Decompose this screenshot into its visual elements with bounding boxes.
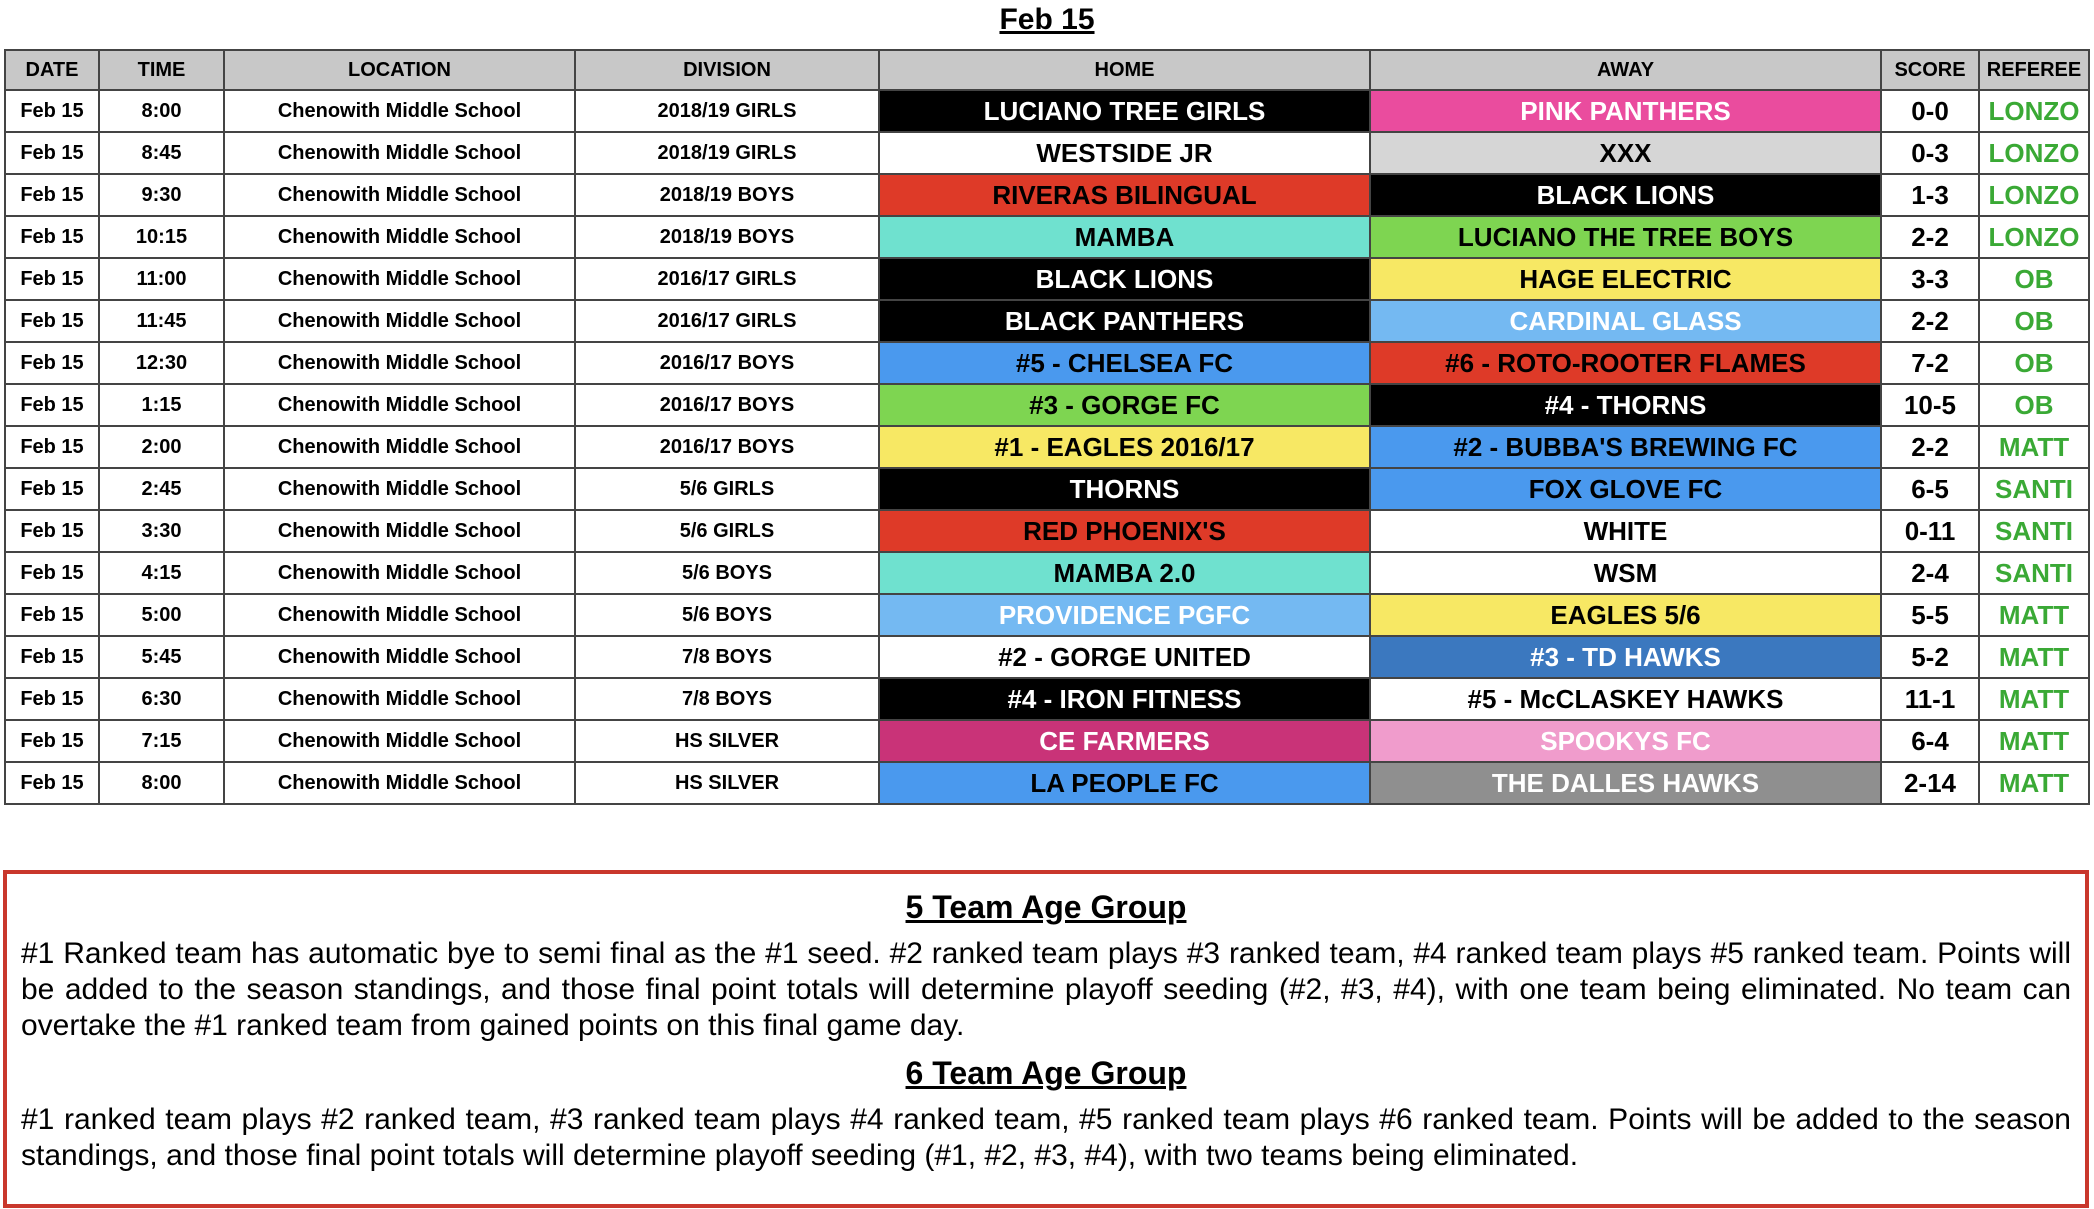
time-cell: 6:30: [99, 678, 224, 720]
referee-cell: LONZO: [1979, 216, 2089, 258]
time-cell: 8:45: [99, 132, 224, 174]
location-cell: Chenowith Middle School: [224, 468, 575, 510]
away-team-cell: CARDINAL GLASS: [1370, 300, 1881, 342]
time-cell: 1:15: [99, 384, 224, 426]
table-row: [5, 300, 2089, 342]
score-cell: 11-1: [1881, 678, 1979, 720]
home-team-cell: #3 - GORGE FC: [879, 384, 1370, 426]
score-cell: 6-5: [1881, 468, 1979, 510]
header-time: TIME: [99, 50, 224, 90]
score-cell: 10-5: [1881, 384, 1979, 426]
header-score: SCORE: [1881, 50, 1979, 90]
division-cell: 2016/17 GIRLS: [575, 258, 879, 300]
header-date: DATE: [5, 50, 99, 90]
header-home: HOME: [879, 50, 1370, 90]
division-cell: 2016/17 BOYS: [575, 384, 879, 426]
home-team-cell: #5 - CHELSEA FC: [879, 342, 1370, 384]
home-team-cell: #4 - IRON FITNESS: [879, 678, 1370, 720]
score-cell: 2-4: [1881, 552, 1979, 594]
location-cell: Chenowith Middle School: [224, 552, 575, 594]
location-cell: Chenowith Middle School: [224, 258, 575, 300]
division-cell: HS SILVER: [575, 762, 879, 804]
schedule-table: [4, 49, 2090, 805]
table-row: [5, 384, 2089, 426]
division-cell: 5/6 BOYS: [575, 594, 879, 636]
date-cell: Feb 15: [5, 132, 99, 174]
home-team-cell: LA PEOPLE FC: [879, 762, 1370, 804]
score-cell: 5-2: [1881, 636, 1979, 678]
date-cell: Feb 15: [5, 594, 99, 636]
referee-cell: OB: [1979, 258, 2089, 300]
location-cell: Chenowith Middle School: [224, 342, 575, 384]
six-team-heading: 6 Team Age Group: [905, 1055, 1187, 1091]
score-cell: 2-14: [1881, 762, 1979, 804]
home-team-cell: CE FARMERS: [879, 720, 1370, 762]
table-row: [5, 510, 2089, 552]
date-cell: Feb 15: [5, 720, 99, 762]
location-cell: Chenowith Middle School: [224, 216, 575, 258]
score-cell: 2-2: [1881, 300, 1979, 342]
score-cell: 2-2: [1881, 216, 1979, 258]
location-cell: Chenowith Middle School: [224, 90, 575, 132]
date-cell: Feb 15: [5, 384, 99, 426]
date-cell: Feb 15: [5, 468, 99, 510]
referee-cell: MATT: [1979, 720, 2089, 762]
table-row: [5, 90, 2089, 132]
table-row: [5, 594, 2089, 636]
division-cell: 7/8 BOYS: [575, 636, 879, 678]
time-cell: 9:30: [99, 174, 224, 216]
time-cell: 5:45: [99, 636, 224, 678]
referee-cell: OB: [1979, 342, 2089, 384]
header-row: [5, 50, 2089, 90]
referee-cell: MATT: [1979, 678, 2089, 720]
table-row: [5, 258, 2089, 300]
division-cell: 2016/17 GIRLS: [575, 300, 879, 342]
table-row: [5, 174, 2089, 216]
time-cell: 11:45: [99, 300, 224, 342]
rules-box: [3, 870, 2089, 1208]
home-team-cell: #1 - EAGLES 2016/17: [879, 426, 1370, 468]
division-cell: 2018/19 GIRLS: [575, 132, 879, 174]
score-cell: 3-3: [1881, 258, 1979, 300]
five-team-heading: 5 Team Age Group: [905, 889, 1187, 925]
table-row: [5, 342, 2089, 384]
date-cell: Feb 15: [5, 216, 99, 258]
header-division: DIVISION: [575, 50, 879, 90]
date-cell: Feb 15: [5, 174, 99, 216]
time-cell: 5:00: [99, 594, 224, 636]
away-team-cell: #2 - BUBBA'S BREWING FC: [1370, 426, 1881, 468]
referee-cell: MATT: [1979, 762, 2089, 804]
table-row: [5, 426, 2089, 468]
division-cell: 7/8 BOYS: [575, 678, 879, 720]
time-cell: 8:00: [99, 762, 224, 804]
division-cell: 2018/19 BOYS: [575, 174, 879, 216]
referee-cell: LONZO: [1979, 132, 2089, 174]
away-team-cell: WSM: [1370, 552, 1881, 594]
date-cell: Feb 15: [5, 90, 99, 132]
table-row: [5, 468, 2089, 510]
table-row: [5, 216, 2089, 258]
away-team-cell: SPOOKYS FC: [1370, 720, 1881, 762]
home-team-cell: MAMBA: [879, 216, 1370, 258]
home-team-cell: LUCIANO TREE GIRLS: [879, 90, 1370, 132]
header-away: AWAY: [1370, 50, 1881, 90]
date-cell: Feb 15: [5, 636, 99, 678]
referee-cell: LONZO: [1979, 90, 2089, 132]
time-cell: 2:00: [99, 426, 224, 468]
page-title: Feb 15: [999, 3, 1095, 36]
home-team-cell: BLACK LIONS: [879, 258, 1370, 300]
division-cell: 2018/19 GIRLS: [575, 90, 879, 132]
away-team-cell: BLACK LIONS: [1370, 174, 1881, 216]
schedule-body: [5, 90, 2089, 804]
location-cell: Chenowith Middle School: [224, 636, 575, 678]
division-cell: HS SILVER: [575, 720, 879, 762]
location-cell: Chenowith Middle School: [224, 174, 575, 216]
division-cell: 2018/19 BOYS: [575, 216, 879, 258]
location-cell: Chenowith Middle School: [224, 510, 575, 552]
away-team-cell: #5 - McCLASKEY HAWKS: [1370, 678, 1881, 720]
date-cell: Feb 15: [5, 762, 99, 804]
division-cell: 5/6 BOYS: [575, 552, 879, 594]
location-cell: Chenowith Middle School: [224, 132, 575, 174]
date-cell: Feb 15: [5, 678, 99, 720]
table-row: [5, 132, 2089, 174]
location-cell: Chenowith Middle School: [224, 678, 575, 720]
away-team-cell: #3 - TD HAWKS: [1370, 636, 1881, 678]
score-cell: 0-0: [1881, 90, 1979, 132]
division-cell: 5/6 GIRLS: [575, 468, 879, 510]
home-team-cell: RIVERAS BILINGUAL: [879, 174, 1370, 216]
table-row: [5, 636, 2089, 678]
score-cell: 0-3: [1881, 132, 1979, 174]
away-team-cell: FOX GLOVE FC: [1370, 468, 1881, 510]
referee-cell: OB: [1979, 300, 2089, 342]
time-cell: 11:00: [99, 258, 224, 300]
home-team-cell: MAMBA 2.0: [879, 552, 1370, 594]
division-cell: 5/6 GIRLS: [575, 510, 879, 552]
location-cell: Chenowith Middle School: [224, 720, 575, 762]
away-team-cell: PINK PANTHERS: [1370, 90, 1881, 132]
referee-cell: MATT: [1979, 636, 2089, 678]
date-cell: Feb 15: [5, 510, 99, 552]
referee-cell: MATT: [1979, 426, 2089, 468]
referee-cell: OB: [1979, 384, 2089, 426]
home-team-cell: RED PHOENIX'S: [879, 510, 1370, 552]
score-cell: 1-3: [1881, 174, 1979, 216]
location-cell: Chenowith Middle School: [224, 426, 575, 468]
home-team-cell: BLACK PANTHERS: [879, 300, 1370, 342]
time-cell: 12:30: [99, 342, 224, 384]
time-cell: 4:15: [99, 552, 224, 594]
time-cell: 2:45: [99, 468, 224, 510]
referee-cell: SANTI: [1979, 468, 2089, 510]
home-team-cell: #2 - GORGE UNITED: [879, 636, 1370, 678]
away-team-cell: WHITE: [1370, 510, 1881, 552]
away-team-cell: XXX: [1370, 132, 1881, 174]
date-cell: Feb 15: [5, 426, 99, 468]
time-cell: 3:30: [99, 510, 224, 552]
score-cell: 5-5: [1881, 594, 1979, 636]
away-team-cell: THE DALLES HAWKS: [1370, 762, 1881, 804]
date-cell: Feb 15: [5, 258, 99, 300]
location-cell: Chenowith Middle School: [224, 594, 575, 636]
location-cell: Chenowith Middle School: [224, 762, 575, 804]
table-row: [5, 762, 2089, 804]
date-cell: Feb 15: [5, 300, 99, 342]
score-cell: 6-4: [1881, 720, 1979, 762]
location-cell: Chenowith Middle School: [224, 384, 575, 426]
referee-cell: MATT: [1979, 594, 2089, 636]
six-team-text: #1 ranked team plays #2 ranked team, #3 ranked team plays #4 ranked team, #5 ranked team plays #6 ranked team. Points will be added to the season standings, and those final point totals will determine playoff seeding (#1, #2, #3, #4), with two teams being eliminated.: [21, 1103, 2071, 1172]
away-team-cell: EAGLES 5/6: [1370, 594, 1881, 636]
away-team-cell: HAGE ELECTRIC: [1370, 258, 1881, 300]
table-row: [5, 678, 2089, 720]
header-location: LOCATION: [224, 50, 575, 90]
header-referee: REFEREE: [1979, 50, 2089, 90]
division-cell: 2016/17 BOYS: [575, 342, 879, 384]
score-cell: 0-11: [1881, 510, 1979, 552]
time-cell: 7:15: [99, 720, 224, 762]
score-cell: 2-2: [1881, 426, 1979, 468]
score-cell: 7-2: [1881, 342, 1979, 384]
away-team-cell: LUCIANO THE TREE BOYS: [1370, 216, 1881, 258]
time-cell: 10:15: [99, 216, 224, 258]
home-team-cell: THORNS: [879, 468, 1370, 510]
time-cell: 8:00: [99, 90, 224, 132]
home-team-cell: PROVIDENCE PGFC: [879, 594, 1370, 636]
home-team-cell: WESTSIDE JR: [879, 132, 1370, 174]
referee-cell: LONZO: [1979, 174, 2089, 216]
referee-cell: SANTI: [1979, 510, 2089, 552]
date-cell: Feb 15: [5, 552, 99, 594]
division-cell: 2016/17 BOYS: [575, 426, 879, 468]
date-cell: Feb 15: [5, 342, 99, 384]
five-team-text: #1 Ranked team has automatic bye to semi final as the #1 seed. #2 ranked team plays #3 ranked team, #4 ranked team plays #5 ranked team. Points will be added to the season standings, and those final point totals will determine playoff seeding (#2, #3, #4), with one team being eliminated. No team can overtake the #1 ranked team from gained points on this final game day.: [21, 937, 2071, 1042]
away-team-cell: #4 - THORNS: [1370, 384, 1881, 426]
table-row: [5, 720, 2089, 762]
away-team-cell: #6 - ROTO-ROOTER FLAMES: [1370, 342, 1881, 384]
location-cell: Chenowith Middle School: [224, 300, 575, 342]
table-row: [5, 552, 2089, 594]
referee-cell: SANTI: [1979, 552, 2089, 594]
